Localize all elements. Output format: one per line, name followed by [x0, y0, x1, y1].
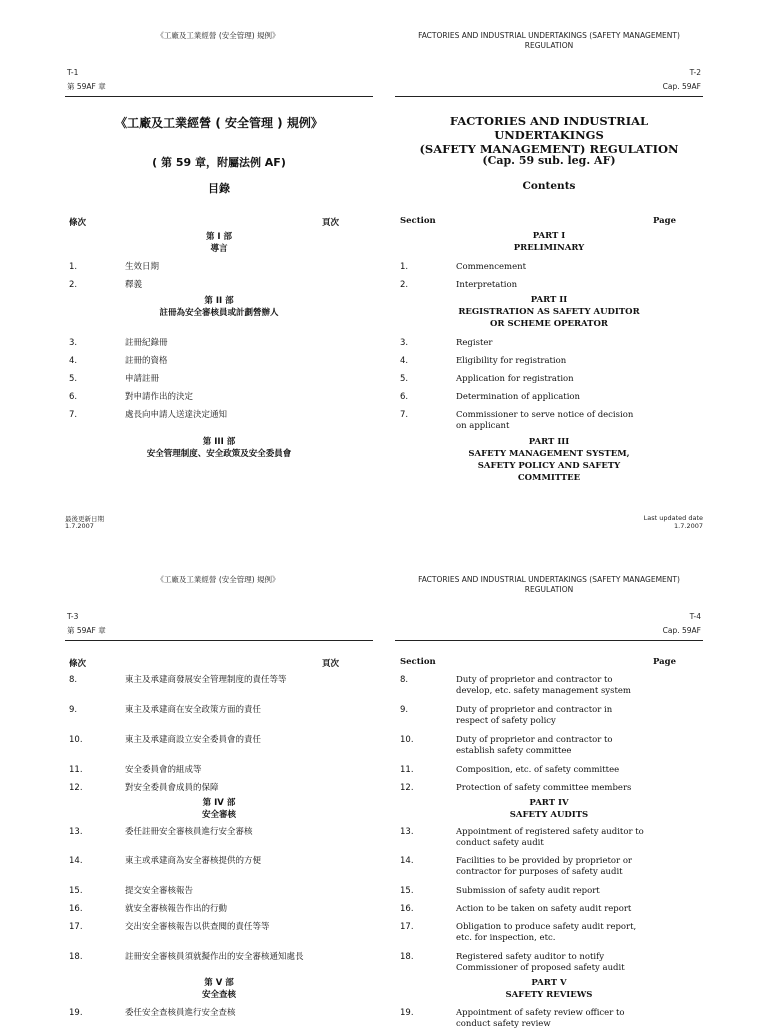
section-title[interactable]: 東主及承建商設立安全委員會的責任: [125, 735, 262, 745]
section-number: 7.: [400, 410, 409, 420]
document-title: 《工廠及工業經營 ( 安全管理 ) 規例》: [115, 116, 323, 130]
section-title[interactable]: 委任安全查核員進行安全查核: [125, 1008, 236, 1018]
contents-heading: Contents: [522, 180, 576, 192]
section-number: 12.: [69, 783, 83, 793]
section-number: 15.: [400, 886, 414, 896]
column-header-page: Page: [653, 657, 677, 667]
section-number: 5.: [69, 374, 78, 384]
section-number: 8.: [69, 675, 78, 685]
column-header-section: 條次: [69, 218, 87, 228]
running-head-line: REGULATION: [524, 585, 574, 594]
section-title[interactable]: Protection of safety committee members: [456, 783, 632, 793]
section-title[interactable]: Facilities to be provided by proprietor or contractor for purposes of safety audit: [456, 856, 632, 877]
section-title[interactable]: Obligation to produce safety audit report, etc. for inspection, etc.: [456, 922, 637, 943]
header-rule: [65, 640, 373, 641]
section-title[interactable]: 註冊紀錄冊: [125, 338, 168, 348]
section-number: 9.: [69, 705, 78, 715]
part-number: 第 II 部: [204, 296, 234, 306]
footer-label: 最後更新日期: [65, 515, 104, 523]
section-number: 9.: [400, 705, 409, 715]
part-heading: [395, 230, 703, 254]
section-title[interactable]: Composition, etc. of safety committee: [456, 765, 620, 775]
running-head: [395, 575, 703, 595]
section-title[interactable]: 委任註冊安全審核員進行安全審核: [125, 827, 253, 837]
section-title[interactable]: Eligibility for registration: [456, 356, 567, 366]
section-title[interactable]: Register: [456, 338, 493, 348]
section-title[interactable]: Duty of proprietor and contractor to develop, etc. safety management system: [456, 675, 631, 696]
part-name: SAFETY REVIEWS: [505, 990, 593, 1000]
part-name: 安全審核: [201, 810, 236, 820]
section-title[interactable]: 就安全審核報告作出的行動: [125, 904, 228, 914]
column-header-page: 頁次: [322, 218, 340, 228]
section-title[interactable]: Registered safety auditor to notify Commissioner of proposed safety audit: [456, 952, 625, 973]
part-name: SAFETY MANAGEMENT SYSTEM,: [468, 449, 630, 459]
section-number: 10.: [400, 735, 414, 745]
section-number: 12.: [400, 783, 414, 793]
section-title[interactable]: 東主及承建商發展安全管理制度的責任等等: [125, 675, 287, 685]
running-head: 《工廠及工業經營 (安全管理) 規例》: [156, 575, 280, 584]
part-name: REGISTRATION AS SAFETY AUDITOR: [458, 307, 640, 317]
section-number: 1.: [400, 262, 409, 272]
section-title[interactable]: 釋義: [125, 280, 143, 290]
section-title[interactable]: 申請註冊: [125, 374, 160, 384]
section-title[interactable]: Application for registration: [456, 374, 574, 384]
part-heading: [395, 294, 703, 330]
part-number: 第 III 部: [202, 437, 236, 447]
contents-heading: 目錄: [208, 182, 230, 195]
part-name: 導言: [210, 244, 228, 254]
section-number: 3.: [400, 338, 409, 348]
footer-date: 1.7.2007: [674, 522, 703, 530]
section-title[interactable]: 對申請作出的決定: [125, 392, 194, 402]
section-title[interactable]: 對安全委員會成員的保障: [125, 783, 219, 793]
section-number: 6.: [69, 392, 78, 402]
section-title[interactable]: 提交安全審核報告: [125, 886, 194, 896]
section-title[interactable]: Duty of proprietor and contractor to establish safety committee: [456, 735, 613, 756]
page-number: T-2: [689, 68, 701, 77]
section-title[interactable]: 處長向申請人送達決定通知: [125, 410, 228, 420]
part-name: PRELIMINARY: [513, 243, 585, 253]
page-number: T-3: [67, 612, 79, 621]
part-heading: [395, 436, 703, 484]
section-number: 4.: [69, 356, 78, 366]
section-title[interactable]: Duty of proprietor and contractor in respect of safety policy: [456, 705, 613, 726]
section-title[interactable]: Commissioner to serve notice of decision on applicant: [456, 410, 634, 431]
section-number: 7.: [69, 410, 78, 420]
section-number: 11.: [69, 765, 83, 775]
footer-label: Last updated date: [643, 514, 703, 522]
part-number: PART V: [531, 978, 567, 988]
part-number: 第 V 部: [204, 978, 234, 988]
section-title[interactable]: 註冊的資格: [125, 356, 168, 366]
part-heading: [65, 295, 373, 319]
part-heading: [65, 436, 373, 460]
part-name: COMMITTEE: [517, 473, 581, 483]
section-number: 10.: [69, 735, 83, 745]
section-number: 3.: [69, 338, 78, 348]
part-number: PART I: [532, 231, 566, 241]
section-number: 16.: [400, 904, 414, 914]
section-title[interactable]: 東主及承建商在安全政策方面的責任: [125, 705, 262, 715]
section-number: 14.: [400, 856, 414, 866]
page-number: T-4: [689, 612, 701, 621]
header-rule: [395, 96, 703, 97]
running-head: [395, 31, 703, 51]
section-title[interactable]: 交出安全審核報告以供查閱的責任等等: [125, 922, 270, 932]
section-title[interactable]: Submission of safety audit report: [456, 886, 600, 896]
column-header-section: 條次: [69, 659, 87, 669]
part-name: OR SCHEME OPERATOR: [490, 319, 608, 329]
part-heading: [65, 797, 373, 821]
section-number: 17.: [400, 922, 414, 932]
running-head: 《工廠及工業經營 (安全管理) 規例》: [156, 31, 280, 40]
section-number: 1.: [69, 262, 78, 272]
section-number: 19.: [400, 1008, 414, 1018]
document-title: [395, 114, 703, 156]
chapter-number: 第 59AF 章: [67, 82, 106, 91]
document-subtitle: (Cap. 59 sub. leg. AF): [482, 154, 616, 167]
document-title-line: FACTORIES AND INDUSTRIAL UNDERTAKINGS: [449, 114, 649, 142]
section-title[interactable]: 東主或承建商為安全審核提供的方便: [125, 856, 262, 866]
section-title[interactable]: Action to be taken on safety audit report: [456, 904, 632, 914]
part-heading: [65, 231, 373, 255]
section-number: 13.: [400, 827, 414, 837]
section-number: 16.: [69, 904, 83, 914]
section-number: 14.: [69, 856, 83, 866]
chapter-number: 第 59AF 章: [67, 626, 106, 635]
document-title-line: (SAFETY MANAGEMENT) REGULATION: [419, 142, 679, 156]
part-name: SAFETY AUDITS: [509, 810, 589, 820]
section-number: 17.: [69, 922, 83, 932]
section-number: 2.: [400, 280, 409, 290]
page-number: T-1: [67, 68, 79, 77]
part-heading: [65, 977, 373, 1001]
part-name: 安全查核: [201, 990, 236, 1000]
part-number: 第 IV 部: [202, 798, 236, 808]
section-number: 13.: [69, 827, 83, 837]
column-header-page: Page: [653, 216, 677, 226]
part-heading: [395, 977, 703, 1001]
section-title[interactable]: Determination of application: [456, 392, 581, 402]
section-title[interactable]: 安全委員會的組成等: [125, 765, 202, 775]
header-rule: [395, 640, 703, 641]
column-header-page: 頁次: [322, 659, 340, 669]
part-heading: [395, 797, 703, 821]
document-subtitle: ( 第 59 章，附屬法例 AF): [152, 156, 286, 169]
section-title[interactable]: Interpretation: [456, 280, 518, 290]
section-number: 8.: [400, 675, 409, 685]
column-header-section: Section: [400, 216, 436, 226]
footer-date: 1.7.2007: [65, 522, 94, 530]
part-number: PART II: [530, 295, 568, 305]
running-head-line: FACTORIES AND INDUSTRIAL UNDERTAKINGS (SAFETY MANAGEMENT): [418, 575, 680, 584]
column-header-section: Section: [400, 657, 436, 667]
section-number: 19.: [69, 1008, 83, 1018]
section-number: 18.: [69, 952, 83, 962]
section-number: 11.: [400, 765, 414, 775]
section-title[interactable]: Commencement: [456, 262, 527, 272]
chapter-number: Cap. 59AF: [662, 82, 701, 91]
section-number: 2.: [69, 280, 78, 290]
part-number: 第 I 部: [205, 232, 233, 242]
part-name: 註冊為安全審核員或計劃營辦人: [159, 308, 279, 318]
part-name: SAFETY POLICY AND SAFETY: [477, 461, 621, 471]
section-number: 5.: [400, 374, 409, 384]
running-head-line: REGULATION: [524, 41, 574, 50]
part-number: PART IV: [529, 798, 569, 808]
section-title[interactable]: Appointment of registered safety auditor to conduct safety audit: [456, 827, 644, 848]
header-rule: [65, 96, 373, 97]
part-number: PART III: [528, 437, 570, 447]
section-title[interactable]: 生效日期: [125, 262, 160, 272]
section-title[interactable]: Appointment of safety review officer to conduct safety review: [456, 1008, 625, 1029]
section-number: 6.: [400, 392, 409, 402]
section-title[interactable]: 註冊安全審核員須就擬作出的安全審核通知處長: [125, 952, 304, 962]
section-number: 18.: [400, 952, 414, 962]
section-number: 4.: [400, 356, 409, 366]
section-number: 15.: [69, 886, 83, 896]
chapter-number: Cap. 59AF: [662, 626, 701, 635]
part-name: 安全管理制度、安全政策及安全委員會: [146, 449, 292, 459]
running-head-line: FACTORIES AND INDUSTRIAL UNDERTAKINGS (SAFETY MANAGEMENT): [418, 31, 680, 40]
